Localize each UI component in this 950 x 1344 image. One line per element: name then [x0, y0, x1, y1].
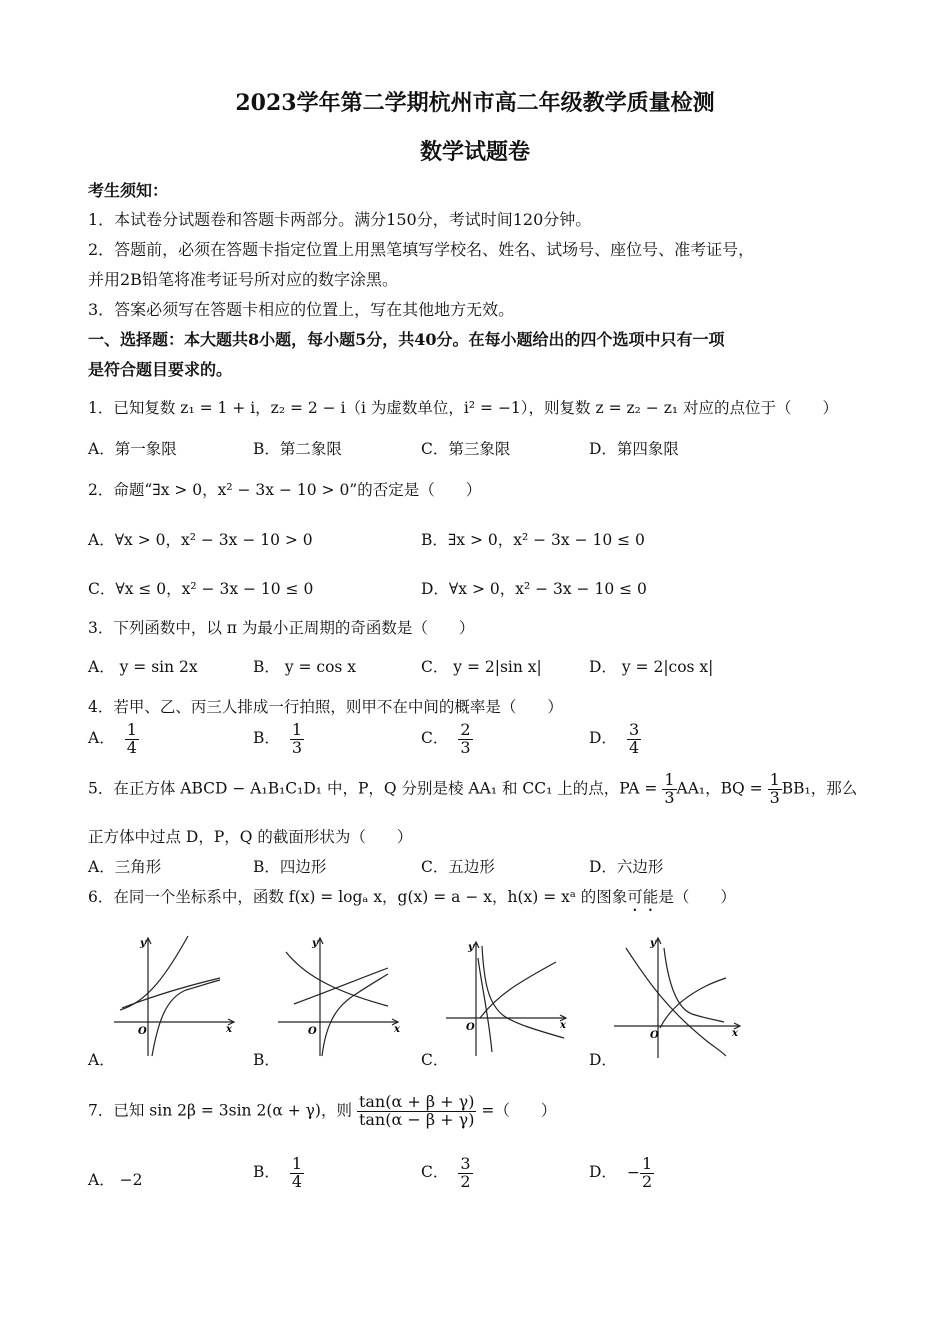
notice-item-2b: 并用2B铅笔将准考证号所对应的数字涂黑。	[88, 270, 398, 289]
q6-a-x-label: x	[226, 1024, 232, 1035]
q1-option-b: B．第二象限	[253, 440, 342, 458]
q1-option-a: A．第一象限	[88, 440, 177, 458]
q6-c-x-label: x	[560, 1020, 566, 1031]
q6-a-y-label: y	[140, 938, 146, 949]
q4-option-b-fraction: $\frac{1}{3}$	[291, 720, 303, 757]
q6-option-b: B．	[253, 1051, 280, 1069]
q1-stem: 1．已知复数 z₁ = 1 + i，z₂ = 2 − i（i 为虚数单位，i² = −1），则复数 z = z₂ − z₁ 对应的点位于（ ）	[88, 399, 839, 417]
q6-d-x-label: x	[732, 1028, 738, 1039]
q7-option-d-fraction: $\frac{1}{2}$	[641, 1154, 653, 1191]
q6-option-c: C．	[421, 1051, 449, 1069]
q4-option-d	[589, 722, 641, 757]
section-heading-line1: 一、选择题：本大题共8小题，每小题5分，共40分。在每小题给出的四个选项中只有一项	[88, 330, 725, 349]
q6-c-origin: O	[466, 1022, 475, 1033]
q4-option-b-label: B．	[253, 729, 280, 748]
notice-heading: 考生须知：	[88, 181, 169, 200]
q6-b-x-label: x	[394, 1024, 400, 1035]
q7-option-b-fraction: $\frac{1}{4}$	[291, 1154, 303, 1191]
q4-option-d-label: D．	[589, 729, 617, 748]
q7-option-c: C． $\frac{3}{2}$	[421, 1154, 471, 1191]
q2-option-c: C．∀x ≤ 0，x² − 3x − 10 ≤ 0	[88, 580, 314, 598]
notice-item-1: 1．本试卷分试题卷和答题卡两部分。满分150分，考试时间120分钟。	[88, 210, 592, 229]
q3-option-b: B． y = cos x	[253, 658, 357, 676]
q5-option-a: A．三角形	[88, 858, 162, 876]
q4-stem: 4．若甲、乙、丙三人排成一行拍照，则甲不在中间的概率是（ ）	[88, 698, 563, 716]
page-title: 2023学年第二学期杭州市高二年级教学质量检测	[235, 90, 715, 116]
q6-d-y-label: y	[650, 938, 656, 949]
q6-stem: 6．在同一个坐标系中，函数 f(x) = logₐ x，g(x) = a − x，h(x) = xᵃ 的图象可能是（ ）	[88, 888, 736, 906]
q3-option-a: A． y = sin 2x	[88, 658, 198, 676]
q7-option-d: D． − $\frac{1}{2}$	[589, 1154, 653, 1191]
notice-item-3: 3．答案必须写在答题卡相应的位置上，写在其他地方无效。	[88, 300, 515, 319]
q6-a-origin: O	[138, 1026, 147, 1037]
q7-option-a: A． −2	[88, 1171, 143, 1189]
q7-fraction: $\frac{\tan(\alpha + \beta + \gamma)}{\tan(\alpha - \beta + \gamma)}$	[358, 1092, 475, 1129]
q4-option-a	[88, 722, 139, 757]
q2-stem: 2．命题“∃x > 0，x² − 3x − 10 > 0”的否定是（ ）	[88, 481, 482, 499]
q1-option-c: C．第三象限	[421, 440, 511, 458]
q2-option-a: A．∀x > 0，x² − 3x − 10 > 0	[88, 531, 313, 549]
q7-option-b: B． $\frac{1}{4}$	[253, 1154, 303, 1191]
q5-pa-fraction: $\frac{1}{3}$	[664, 770, 675, 807]
q1-option-d: D．第四象限	[589, 440, 679, 458]
q4-option-b	[253, 722, 304, 757]
q3-stem: 3．下列函数中，以 π 为最小正周期的奇函数是（ ）	[88, 619, 475, 637]
q5-stem-line2: 正方体中过点 D，P，Q 的截面形状为（ ）	[88, 828, 413, 846]
q4-option-a-fraction: $\frac{1}{4}$	[126, 720, 137, 757]
q6-option-d: D．	[589, 1051, 617, 1069]
q6-b-origin: O	[308, 1026, 317, 1037]
q4-option-a-label: A．	[88, 729, 115, 748]
q6-graph-b	[272, 932, 412, 1060]
q6-emphasis: 可能	[627, 888, 659, 906]
q4-option-c	[421, 722, 473, 757]
q6-d-origin: O	[650, 1030, 659, 1041]
q4-option-d-fraction: $\frac{3}{4}$	[628, 720, 640, 757]
q6-option-a: A．	[88, 1051, 115, 1069]
q5-option-c: C．五边形	[421, 858, 495, 876]
q5-option-b: B．四边形	[253, 858, 327, 876]
q2-option-d: D．∀x > 0，x² − 3x − 10 ≤ 0	[421, 580, 647, 598]
q5-bq-fraction: $\frac{1}{3}$	[769, 770, 780, 807]
q5-option-d: D．六边形	[589, 858, 664, 876]
q4-option-c-fraction: $\frac{2}{3}$	[460, 720, 471, 757]
q3-option-d: D． y = 2|cos x|	[589, 658, 714, 676]
q7-stem: 7．已知 sin 2β = 3sin 2(α + γ)，则 $\frac{\tan(\alpha + \beta + \gamma)}{\tan(\alpha - \beta + \gamma)}$ =（ ）	[88, 1092, 557, 1129]
notice-item-2a: 2．答题前，必须在答题卡指定位置上用黑笔填写学校名、姓名、试场号、座位号、准考证号，	[88, 240, 755, 259]
q6-c-y-label: y	[468, 942, 474, 953]
q5-stem-line1: 5．在正方体 ABCD − A₁B₁C₁D₁ 中，P，Q 分别是棱 AA₁ 和 CC₁ 上的点，PA = $\frac{1}{3}$ AA₁，BQ = $\frac{1}{3}$ BB₁，那么	[88, 770, 858, 807]
q2-option-b: B．∃x > 0，x² − 3x − 10 ≤ 0	[421, 531, 645, 549]
q4-option-c-label: C．	[421, 729, 449, 748]
q6-b-y-label: y	[312, 938, 318, 949]
page-subtitle: 数学试题卷	[419, 139, 530, 165]
q7-option-c-fraction: $\frac{3}{2}$	[460, 1154, 471, 1191]
section-heading-line2: 是符合题目要求的。	[88, 360, 233, 379]
q6-graph-d	[608, 932, 748, 1060]
q6-graph-a	[108, 932, 248, 1060]
q3-option-c: C． y = 2|sin x|	[421, 658, 542, 676]
q6-graph-c	[440, 932, 580, 1060]
